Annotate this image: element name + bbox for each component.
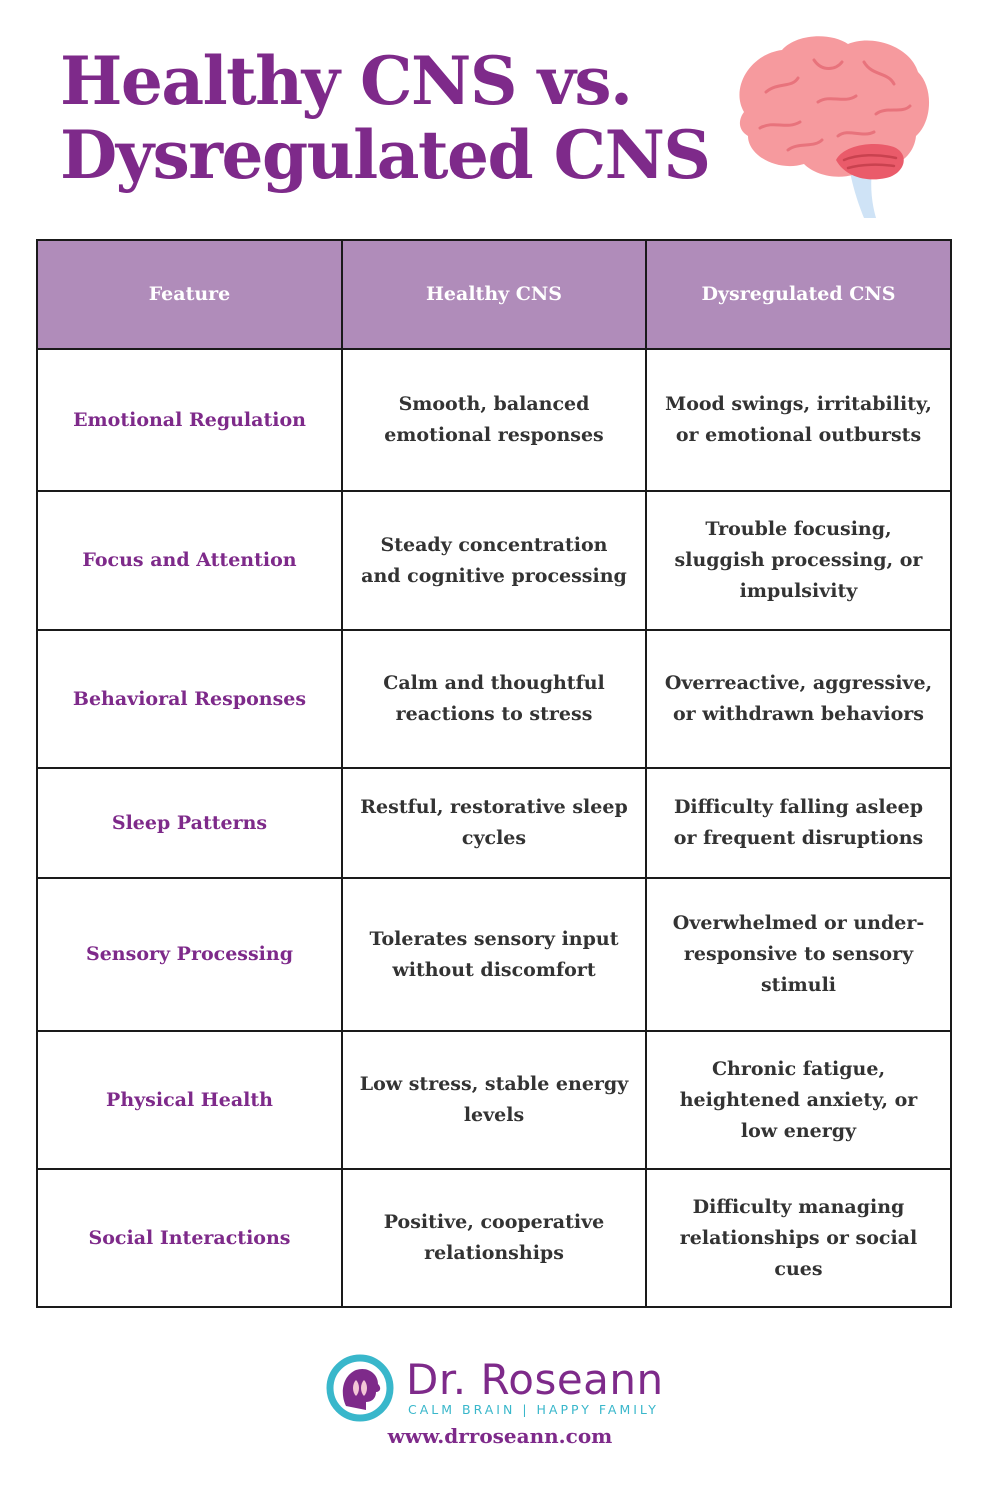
table-row — [37, 768, 951, 878]
dysregulated-cell: Difficulty falling asleep or frequent disruptions — [646, 768, 951, 878]
dysregulated-cell: Chronic fatigue, heightened anxiety, or low energy — [646, 1031, 951, 1169]
table-row — [37, 1169, 951, 1307]
table-row — [37, 878, 951, 1031]
feature-cell: Sensory Processing — [37, 878, 342, 1031]
healthy-cell: Calm and thoughtful reactions to stress — [342, 630, 646, 768]
header-feature: Feature — [37, 240, 342, 349]
healthy-cell: Positive, cooperative relationships — [342, 1169, 646, 1307]
table-header-row — [37, 240, 951, 349]
healthy-cell: Low stress, stable energy levels — [342, 1031, 646, 1169]
table-row — [37, 630, 951, 768]
brand-logo[interactable] — [326, 1354, 676, 1424]
head-profile-icon — [326, 1354, 394, 1422]
feature-cell: Behavioral Responses — [37, 630, 342, 768]
dysregulated-cell: Overwhelmed or under-responsive to sensory stimuli — [646, 878, 951, 1031]
table-row — [37, 349, 951, 491]
feature-cell: Emotional Regulation — [37, 349, 342, 491]
feature-cell: Physical Health — [37, 1031, 342, 1169]
header-dysregulated-cns: Dysregulated CNS — [646, 240, 951, 349]
title-line-2: Dysregulated CNS — [60, 116, 710, 194]
healthy-cell: Tolerates sensory input without discomfort — [342, 878, 646, 1031]
healthy-cell: Restful, restorative sleep cycles — [342, 768, 646, 878]
table-row — [37, 491, 951, 630]
title-line-1: Healthy CNS vs. — [60, 42, 632, 120]
page-title — [60, 44, 740, 192]
table-row — [37, 1031, 951, 1169]
logo-tagline: CALM BRAIN | HAPPY FAMILY — [408, 1402, 659, 1417]
comparison-table — [36, 239, 952, 1308]
brain-icon — [726, 32, 936, 222]
dysregulated-cell: Mood swings, irritability, or emotional outbursts — [646, 349, 951, 491]
feature-cell: Sleep Patterns — [37, 768, 342, 878]
healthy-cell: Smooth, balanced emotional responses — [342, 349, 646, 491]
header-healthy-cns: Healthy CNS — [342, 240, 646, 349]
healthy-cell: Steady concentration and cognitive processing — [342, 491, 646, 630]
logo-name: Dr. Roseann — [406, 1355, 664, 1404]
dysregulated-cell: Trouble focusing, sluggish processing, or impulsivity — [646, 491, 951, 630]
website-link[interactable]: www.drroseann.com — [387, 1424, 613, 1448]
dysregulated-cell: Overreactive, aggressive, or withdrawn behaviors — [646, 630, 951, 768]
feature-cell: Focus and Attention — [37, 491, 342, 630]
dysregulated-cell: Difficulty managing relationships or social cues — [646, 1169, 951, 1307]
feature-cell: Social Interactions — [37, 1169, 342, 1307]
